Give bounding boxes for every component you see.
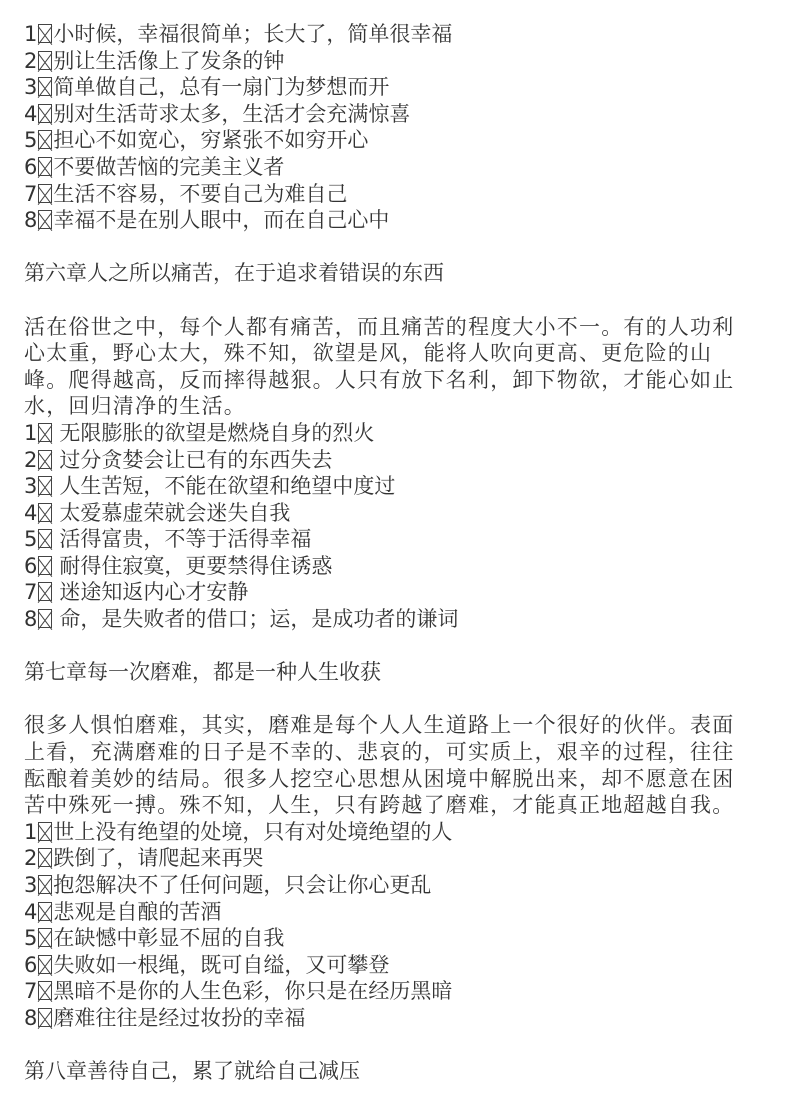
list-item: 1 无限膨胀的欲望是燃烧自身的烈火	[24, 420, 375, 445]
missing-glyph-icon	[38, 955, 52, 974]
list-item: 2 跌倒了，请爬起来再哭	[24, 846, 264, 871]
paragraph-line: 峰。爬得越高，反而摔得越狠。人只有放下名利，卸下物欲，才能心如止	[24, 367, 735, 392]
missing-glyph-icon	[38, 902, 52, 921]
missing-glyph-icon	[38, 157, 52, 176]
missing-glyph-icon	[38, 476, 52, 495]
list-item: 8 命，是失败者的借口；运，是成功者的谦词	[24, 607, 459, 632]
paragraph-line: 很多人惧怕磨难，其实，磨难是每个人人生道路上一个很好的伙伴。表面	[24, 713, 735, 738]
missing-glyph-icon	[38, 582, 52, 601]
paragraph-line: 上看，充满磨难的日子是不幸的、悲哀的，可实质上，艰辛的过程，往往	[24, 740, 735, 765]
list-item: 4 别对生活苛求太多，生活才会充满惊喜	[24, 101, 411, 126]
chapter-6-title: 第六章人之所以痛苦，在于追求着错误的东西	[24, 261, 444, 286]
paragraph-line: 心太重，野心太大，殊不知，欲望是风，能将人吹向更高、更危险的山	[24, 341, 713, 366]
spacer	[24, 686, 766, 713]
paragraph-line: 活在俗世之中，每个人都有痛苦，而且痛苦的程度大小不一。有的人功利	[24, 314, 735, 339]
list-item: 2 别让生活像上了发条的钟	[24, 48, 285, 73]
missing-glyph-icon	[38, 104, 52, 123]
list-item: 1 小时候，幸福很简单；长大了，简单很幸福	[24, 22, 453, 46]
missing-glyph-icon	[38, 875, 52, 894]
paragraph-line: 水，回归清净的生活。	[24, 394, 246, 419]
list-item: 6 失败如一根绳，既可自缢，又可攀登	[24, 952, 390, 977]
list-item: 7 生活不容易，不要自己为难自己	[24, 181, 348, 206]
list-item: 8 磨难往往是经过妆扮的幸福	[24, 1005, 306, 1030]
missing-glyph-icon	[38, 928, 52, 947]
list-item: 6 不要做苦恼的完美主义者	[24, 154, 285, 179]
missing-glyph-icon	[38, 1008, 52, 1027]
missing-glyph-icon	[38, 529, 52, 548]
chapter-7-title: 第七章每一次磨难，都是一种人生收获	[24, 660, 381, 685]
list-item: 3 简单做自己，总有一扇门为梦想而开	[24, 75, 390, 100]
list-item: 5 活得富贵，不等于活得幸福	[24, 527, 312, 552]
chapter-6-list	[24, 420, 766, 633]
list-item: 5 担心不如宽心，穷紧张不如穷开心	[24, 128, 369, 153]
chapter-7-intro	[24, 712, 766, 818]
list-item: 7 迷途知返内心才安静	[24, 580, 249, 605]
list-item: 6 耐得住寂寞，更要禁得住诱惑	[24, 553, 333, 578]
list-item: 1 世上没有绝望的处境，只有对处境绝望的人	[24, 819, 453, 844]
list-previous-chapter	[24, 21, 766, 234]
spacer	[24, 1032, 766, 1059]
list-item: 5 在缺憾中彰显不屈的自我	[24, 926, 285, 951]
paragraph-line: 苦中殊死一搏。殊不知，人生，只有跨越了磨难，才能真正地超越自我。	[24, 793, 735, 818]
list-item: 4 太爱慕虚荣就会迷失自我	[24, 500, 291, 525]
missing-glyph-icon	[38, 822, 52, 841]
missing-glyph-icon	[38, 981, 52, 1000]
spacer	[24, 287, 766, 314]
list-item: 8 幸福不是在别人眼中，而在自己心中	[24, 208, 390, 233]
missing-glyph-icon	[38, 130, 52, 149]
missing-glyph-icon	[38, 450, 52, 469]
missing-glyph-icon	[38, 609, 52, 628]
missing-glyph-icon	[38, 423, 52, 442]
missing-glyph-icon	[38, 556, 52, 575]
missing-glyph-icon	[38, 210, 52, 229]
missing-glyph-icon	[38, 24, 52, 43]
chapter-8-title: 第八章善待自己，累了就给自己减压	[24, 1059, 360, 1084]
list-item: 3 人生苦短，不能在欲望和绝望中度过	[24, 474, 396, 499]
spacer	[24, 234, 766, 261]
list-item: 2 过分贪婪会让已有的东西失去	[24, 447, 333, 472]
missing-glyph-icon	[38, 51, 52, 70]
list-item: 4 悲观是自酿的苦酒	[24, 899, 222, 924]
spacer	[24, 633, 766, 660]
chapter-7-list	[24, 819, 766, 1032]
missing-glyph-icon	[38, 184, 52, 203]
list-item: 7 黑暗不是你的人生色彩，你只是在经历黑暗	[24, 979, 453, 1004]
chapter-6-intro	[24, 314, 766, 420]
list-item: 3 抱怨解决不了任何问题，只会让你心更乱	[24, 873, 432, 897]
paragraph-line: 酝酿着美妙的结局。很多人挖空心思想从困境中解脱出来，却不愿意在困	[24, 766, 735, 791]
missing-glyph-icon	[38, 848, 52, 867]
missing-glyph-icon	[38, 77, 52, 96]
missing-glyph-icon	[38, 503, 52, 522]
